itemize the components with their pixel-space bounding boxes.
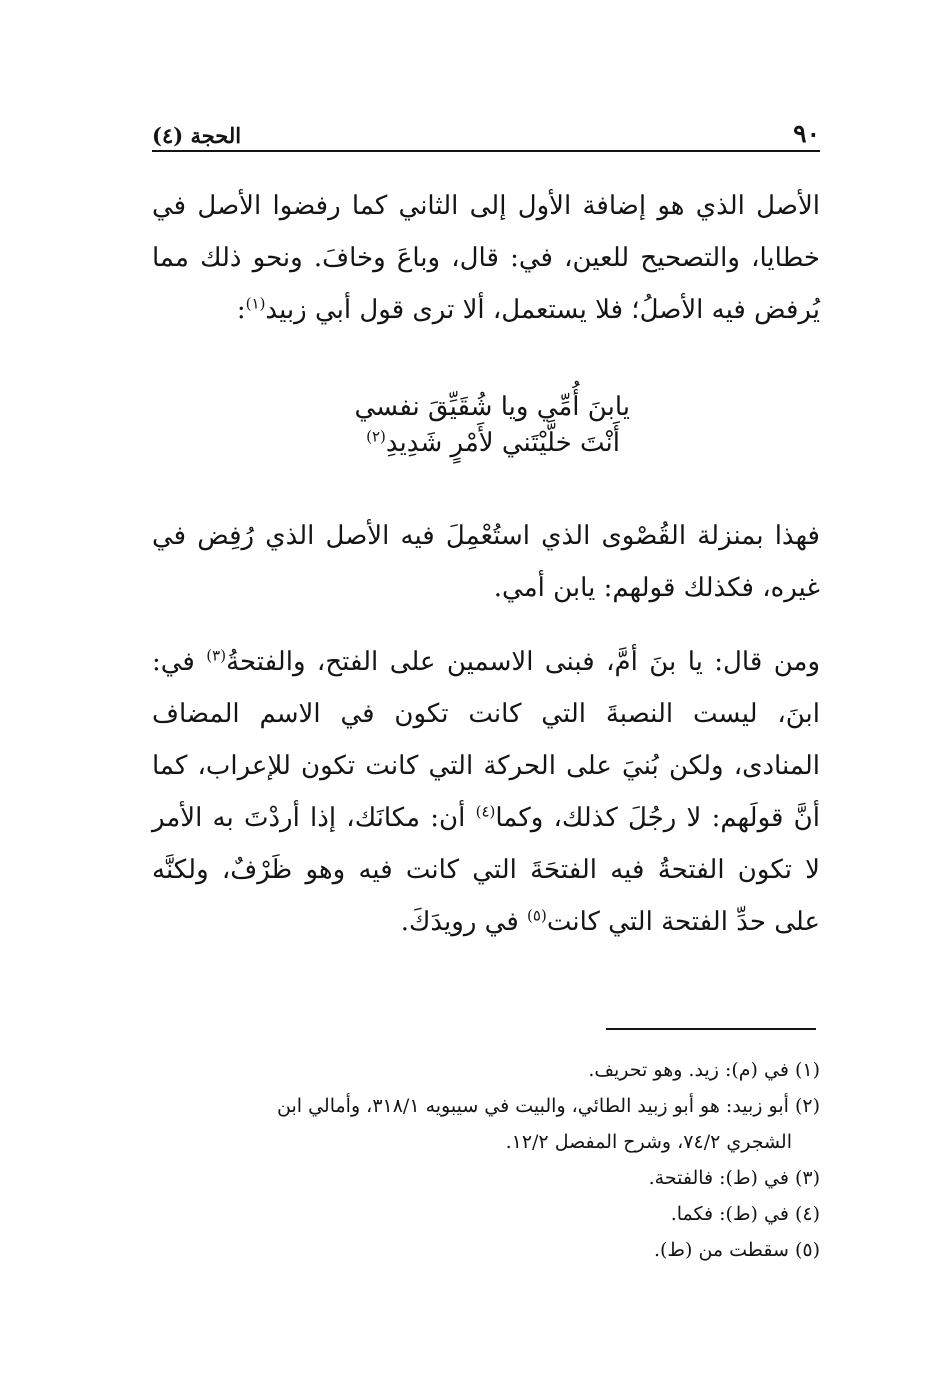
footnote-2-line-1: (٢) أبو زبيد: هو أبو زبيد الطائي، والبيت في سيبويه ٣١٨/١، وأمالي ابن [277, 1095, 820, 1117]
footnote-ref-5: (٥) [527, 906, 547, 925]
verse-line-2-text: أَنْتَ خلَّيْتَني لأَمْرٍ شَدِيدِ [385, 428, 620, 458]
paragraph-1-colon: : [236, 295, 246, 325]
page-header [152, 112, 820, 148]
paragraph-2: فهذا بمنزلة القُصْوى الذي استُعْمِلَ فيه الأصل الذي رُفِض في غيره، فكذلك قولهم: يابن أمي. [152, 521, 820, 603]
footnote-2-line-2: الشجري ٧٤/٢، وشرح المفصل ١٢/٢. [505, 1131, 792, 1153]
paragraph-3-text-d: في رويدَكَ. [400, 907, 528, 937]
footnote-3: (٣) في (ط): فالفتحة. [648, 1167, 820, 1189]
paragraph-1-text: الأصل الذي هو إضافة الأول إلى الثاني كما رفضوا الأصل في خطايا، والتصحيح للعين، في: قال، وباعَ وخافَ. ونحو ذلك مما يُرفض فيه الأصلُ؛ فلا يستعمل، ألا ترى قول أبي زبيد [152, 191, 820, 325]
footnote-ref-3: (٣) [206, 646, 227, 665]
footnote-rule [606, 1028, 816, 1030]
footnote-1: (١) في (م): زيد. وهو تحريف. [588, 1059, 820, 1081]
header-rule [152, 150, 820, 152]
paragraph-3 [152, 636, 820, 948]
paragraph-3-text-a: ومن قال: يا بنَ أمَّ، فبنى الاسمين على الفتح، والفتحةُ [226, 647, 820, 677]
paragraph-3-text-c: أن: مكانَك، إذا أردْتَ به الأمر لا تكون الفتحةُ فيه الفتحَةَ التي كانت فيه وهو ظَرْفٌ، ولكنَّه على حدِّ الفتحة التي كانت [152, 803, 820, 937]
paragraph-3-text-b: في: ابنَ، ليست النصبةَ التي كانت تكون في الاسم المضاف المنادى، ولكن بُنيَ على الحركة التي كانت تكون للإعراب، كما أنَّ قولَهم: لا رجُلَ كذلك، وكما [152, 647, 820, 833]
running-title: الحجة (٤) [152, 123, 242, 148]
footnote-5: (٥) سقطت من (ط). [653, 1239, 820, 1261]
footnote-ref-2: (٢) [366, 427, 386, 446]
footnotes [152, 1052, 820, 1268]
footnote-ref-1: (١) [245, 294, 266, 313]
verse-line-1: يابنَ أُمِّي ويا شُقَيِّقَ نفسي [354, 392, 630, 422]
footnote-4: (٤) في (ط): فكما. [670, 1203, 820, 1225]
page-number: ٩٠ [793, 119, 820, 148]
paragraph-1 [152, 180, 820, 336]
verse-line-2 [366, 428, 620, 458]
footnote-ref-4: (٤) [475, 802, 496, 821]
